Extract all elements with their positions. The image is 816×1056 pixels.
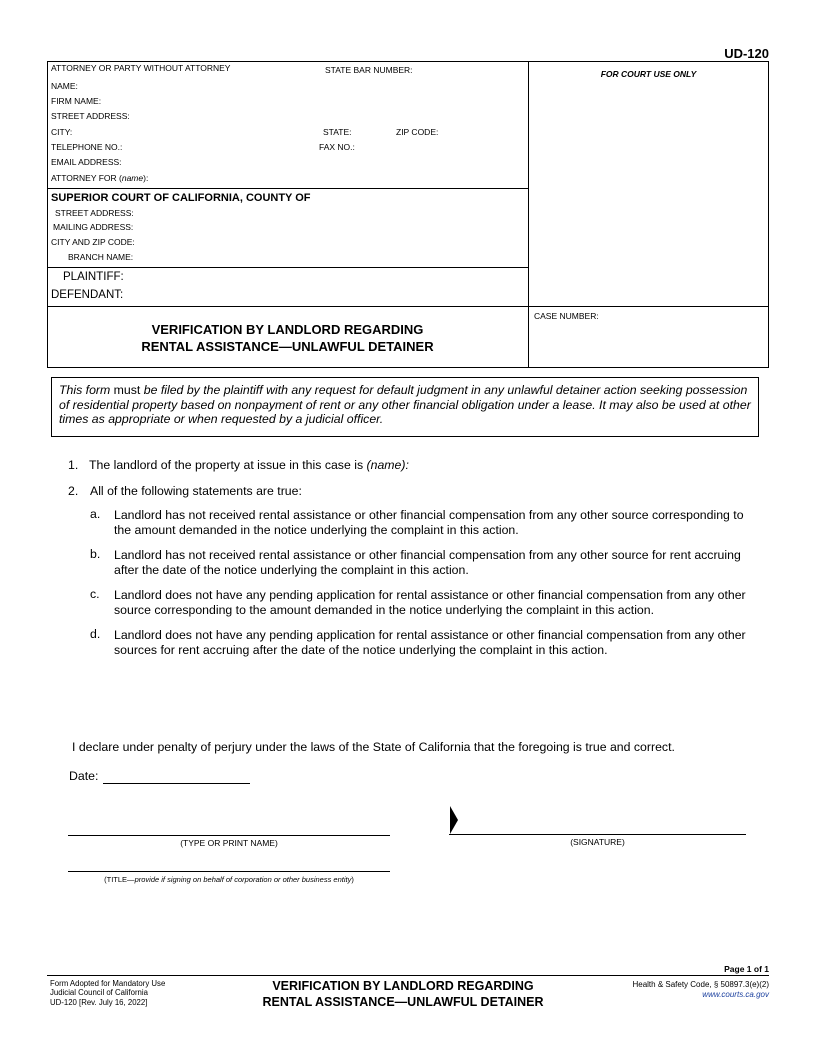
case-number-field[interactable]: CASE NUMBER:	[534, 311, 599, 321]
item-2d-text: Landlord does not have any pending application for rental assistance or other financial compensation from any other sources for rent accruing after the date of the notice underlying the complaint in this action.	[114, 628, 746, 657]
signature-caption: (SIGNATURE)	[570, 837, 625, 847]
item-2c-text: Landlord does not have any pending application for rental assistance or other financial compensation from any other source corresponding to the amount demanded in the notice underlying the complaint in this action.	[114, 588, 746, 617]
attorney-state-field[interactable]: STATE:	[323, 127, 352, 137]
declaration: I declare under penalty of perjury under the laws of the State of California that the foregoing is true and correct.	[72, 740, 675, 754]
signature-line[interactable]	[449, 834, 746, 835]
footer-code: Health & Safety Code, § 50897.3(e)(2)	[632, 980, 769, 989]
page-number: Page 1 of 1	[724, 964, 769, 974]
attorney-heading: ATTORNEY OR PARTY WITHOUT ATTORNEY	[51, 63, 231, 73]
item-2a-text: Landlord has not received rental assistance or other financial compensation from any other source corresponding to the amount demanded in the notice underlying the complaint in this action.	[114, 508, 744, 537]
attorney-street-field[interactable]: STREET ADDRESS:	[51, 111, 130, 121]
court-street-field[interactable]: STREET ADDRESS:	[55, 208, 134, 218]
form-id: UD-120	[724, 46, 769, 61]
form-title: VERIFICATION BY LANDLORD REGARDING RENTAL ASSISTANCE—UNLAWFUL DETAINER	[141, 322, 434, 354]
item-1-number: 1.	[68, 458, 79, 472]
email-field[interactable]: EMAIL ADDRESS:	[51, 157, 122, 167]
state-bar-label: STATE BAR NUMBER:	[325, 65, 413, 75]
title-caption: (TITLE—provide if signing on behalf of corporation or other business entity)	[104, 875, 354, 884]
firm-name-field[interactable]: FIRM NAME:	[51, 96, 102, 106]
footer-rule	[47, 975, 769, 976]
item-2d-letter: d.	[90, 627, 101, 641]
footer-url-link[interactable]: www.courts.ca.gov	[702, 990, 769, 999]
item-2-text: All of the following statements are true:	[90, 484, 302, 498]
plaintiff-field[interactable]: PLAINTIFF:	[63, 271, 124, 283]
court-branch-field[interactable]: BRANCH NAME:	[68, 252, 134, 262]
attorney-name-field[interactable]: NAME:	[51, 81, 78, 91]
date-label: Date:	[69, 769, 99, 783]
attorney-for-field[interactable]: ATTORNEY FOR (name):	[51, 173, 149, 183]
signature-arrow-icon	[448, 806, 460, 834]
attorney-city-field[interactable]: CITY:	[51, 127, 73, 137]
fax-field[interactable]: FAX NO.:	[319, 142, 355, 152]
item-2a-letter: a.	[90, 507, 101, 521]
court-heading: SUPERIOR COURT OF CALIFORNIA, COUNTY OF	[51, 192, 311, 204]
notice-text: This form must be filed by the plaintiff with any request for default judgment in any unlawful detainer action seeking possession of residential property based on nonpayment of rent or any other financial obligation under a lease. It may also be used at other times as appropriate or when requested by a judicial officer.	[59, 383, 751, 426]
title-line[interactable]	[68, 871, 390, 872]
court-use-only: FOR COURT USE ONLY	[600, 69, 697, 79]
item-2b-letter: b.	[90, 547, 101, 561]
item-1-text[interactable]: The landlord of the property at issue in this case is (name):	[89, 458, 409, 472]
court-city-zip-field[interactable]: CITY AND ZIP CODE:	[51, 237, 135, 247]
defendant-field[interactable]: DEFENDANT:	[51, 289, 124, 301]
telephone-field[interactable]: TELEPHONE NO.:	[51, 142, 123, 152]
header-divider	[528, 61, 529, 368]
item-2-number: 2.	[68, 484, 79, 498]
footer-title: VERIFICATION BY LANDLORD REGARDING RENTAL ASSISTANCE—UNLAWFUL DETAINER	[262, 979, 544, 1009]
type-name-caption: (TYPE OR PRINT NAME)	[180, 838, 278, 848]
court-mailing-field[interactable]: MAILING ADDRESS:	[53, 222, 134, 232]
type-name-line[interactable]	[68, 835, 390, 836]
item-2c-letter: c.	[90, 587, 100, 601]
footer-adopted: Form Adopted for Mandatory Use Judicial Council of California UD-120 [Rev. July 16, 2022]	[50, 979, 166, 1007]
date-line[interactable]	[103, 783, 250, 784]
attorney-zip-field[interactable]: ZIP CODE:	[396, 127, 439, 137]
item-2b-text: Landlord has not received rental assistance or other financial compensation from any other source for rent accruing after the date of the notice underlying the complaint in this action.	[114, 548, 741, 577]
